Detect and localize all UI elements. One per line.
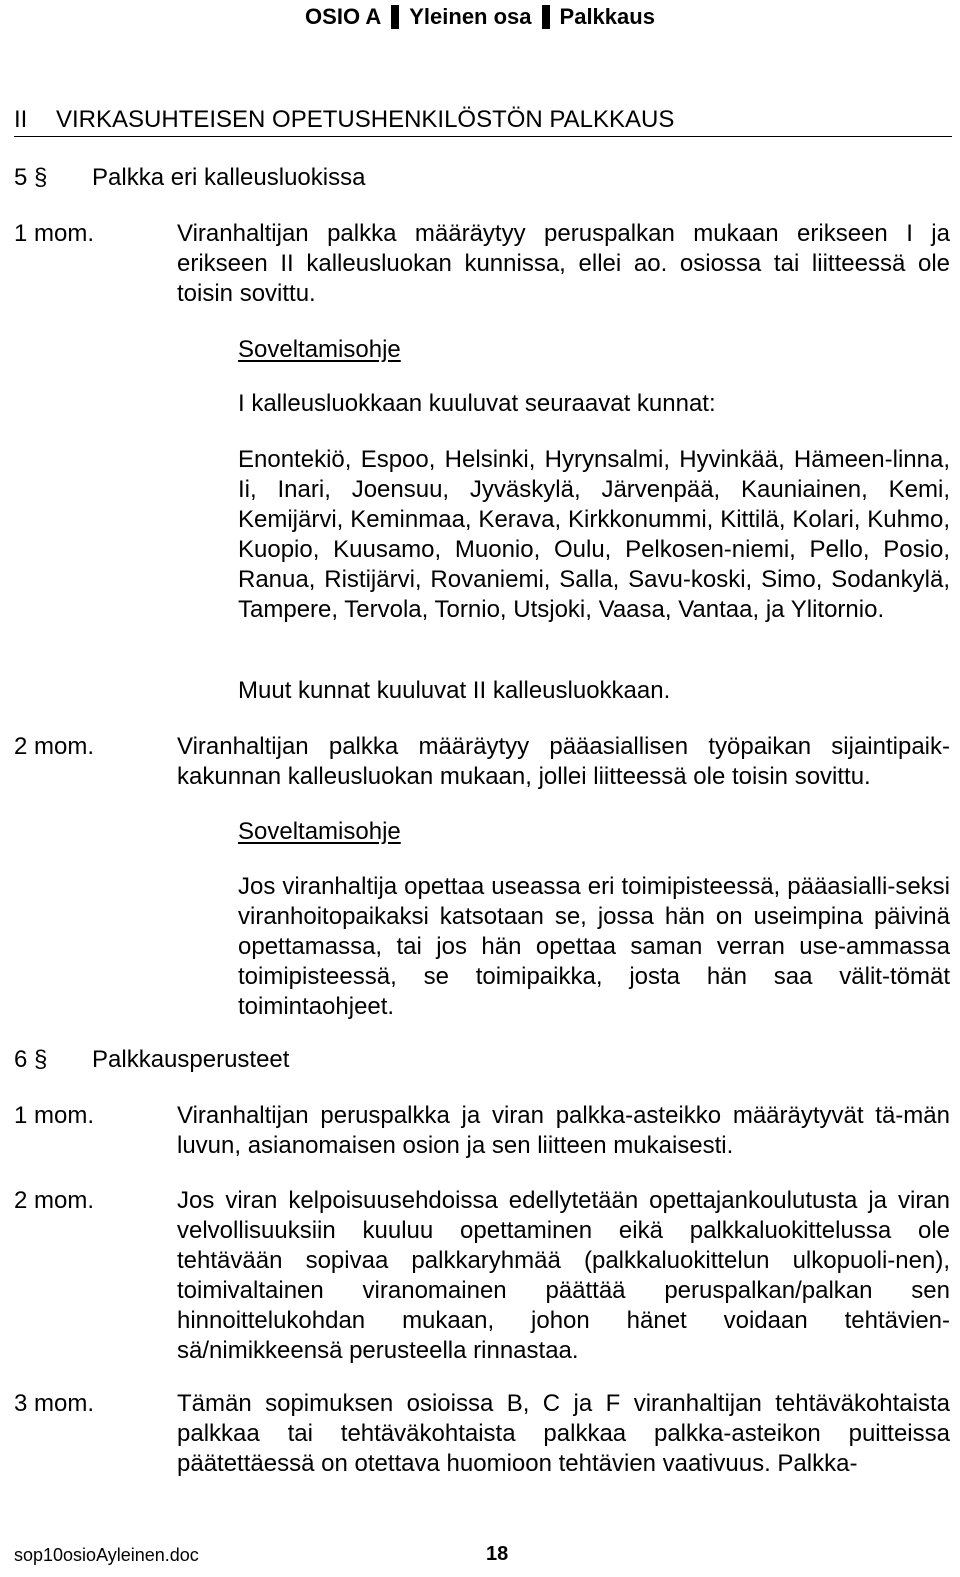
- moment-text: Viranhaltijan palkka määräytyy pääasiallisen työpaikan sijaintipaik-kakunnan kalleusluokan mukaan, jollei liitteessä ole toisin sovittu.: [177, 733, 950, 790]
- chapter-title: VIRKASUHTEISEN OPETUSHENKILÖSTÖN PALKKAUS: [56, 106, 675, 133]
- section-title: Palkkausperusteet: [92, 1046, 290, 1073]
- moment-text: Viranhaltijan palkka määräytyy peruspalkan mukaan erikseen I ja erikseen II kalleusluokan kunnissa, ellei ao. osiossa tai liitteessä ole toisin sovittu.: [177, 220, 950, 307]
- chapter-number: II: [14, 106, 28, 133]
- page-number: 18: [486, 1543, 509, 1565]
- moment-text: Tämän sopimuksen osioissa B, C ja F viranhaltijan tehtäväkohtaista palkkaa tai tehtäväkohtaista palkkaa palkka-asteikon puitteissa päätettäessä on otettava huomioon tehtävien vaativuus. Palkka-: [177, 1390, 950, 1477]
- footer-filename: sop10osioAyleinen.doc: [14, 1545, 199, 1565]
- municipality-list: Enontekiö, Espoo, Helsinki, Hyrynsalmi, Hyvinkää, Hämeen-linna, Ii, Inari, Joensuu, Jyväskylä, Järvenpää, Kauniainen, Kemi, Kemijärvi, Keminmaa, Kerava, Kirkkonummi, Kittilä, Kolari, Kuhmo, Kuopio, Kuusamo, Muonio, Oulu, Pelkosen-niemi, Pello, Posio, Ranua, Ristijärvi, Rovaniemi, Salla, Savu-koski, Simo, Sodankylä, Tampere, Tervola, Tornio, Utsjoki, Vaasa, Vantaa, ja Ylitornio.: [238, 446, 950, 623]
- header-part: Yleinen osa: [409, 4, 532, 29]
- running-header: [0, 4, 960, 30]
- section-number: 6 §: [14, 1046, 48, 1073]
- moment-label: 1 mom.: [14, 1102, 95, 1129]
- header-part: OSIO A: [305, 4, 382, 29]
- guidance-text: I kalleusluokkaan kuuluvat seuraavat kunnat:: [238, 390, 716, 417]
- moment-label: 3 mom.: [14, 1390, 95, 1417]
- header-separator: [391, 5, 399, 29]
- chapter-heading: [14, 104, 952, 137]
- guidance-text: Jos viranhaltija opettaa useassa eri toimipisteessä, pääasialli-seksi viranhoitopaikaksi katsotaan se, jossa hän on useimpina päivinä opettamassa, tai jos hän opettaa saman verran use-ammassa toimipisteessä, se toimipaikka, josta hän saa välit-tömät toimintaohjeet.: [238, 873, 950, 1020]
- section-heading: [14, 1045, 289, 1075]
- moment-text: Jos viran kelpoisuusehdoissa edellytetään opettajankoulutusta ja viran velvollisuuksiin kuuluu opettaminen eikä palkkaluokittelussa ole tehtävään sopivaa palkkaryhmää (palkkaluokittelun ulkopuoli-nen), toimivaltainen viranomainen päättää peruspalkan/palkan sen hinnoittelukohdan mukaan, johon hänet voidaan tehtävien-sä/nimikkeensä perusteella rinnastaa.: [177, 1187, 950, 1364]
- guidance-heading: Soveltamisohje: [238, 336, 401, 363]
- header-part: Palkkaus: [559, 4, 655, 29]
- section-number: 5 §: [14, 164, 48, 191]
- guidance-heading: Soveltamisohje: [238, 818, 401, 845]
- moment-label: 2 mom.: [14, 733, 95, 760]
- section-title: Palkka eri kalleusluokissa: [92, 164, 366, 191]
- section-heading: [14, 163, 365, 193]
- header-separator: [542, 5, 550, 29]
- moment-label: 2 mom.: [14, 1187, 95, 1214]
- moment-label: 1 mom.: [14, 220, 95, 247]
- moment-text: Viranhaltijan peruspalkka ja viran palkka-asteikko määräytyvät tä-män luvun, asianomaisen osion ja sen liitteen mukaisesti.: [177, 1102, 950, 1159]
- guidance-text: Muut kunnat kuuluvat II kalleusluokkaan.: [238, 677, 671, 704]
